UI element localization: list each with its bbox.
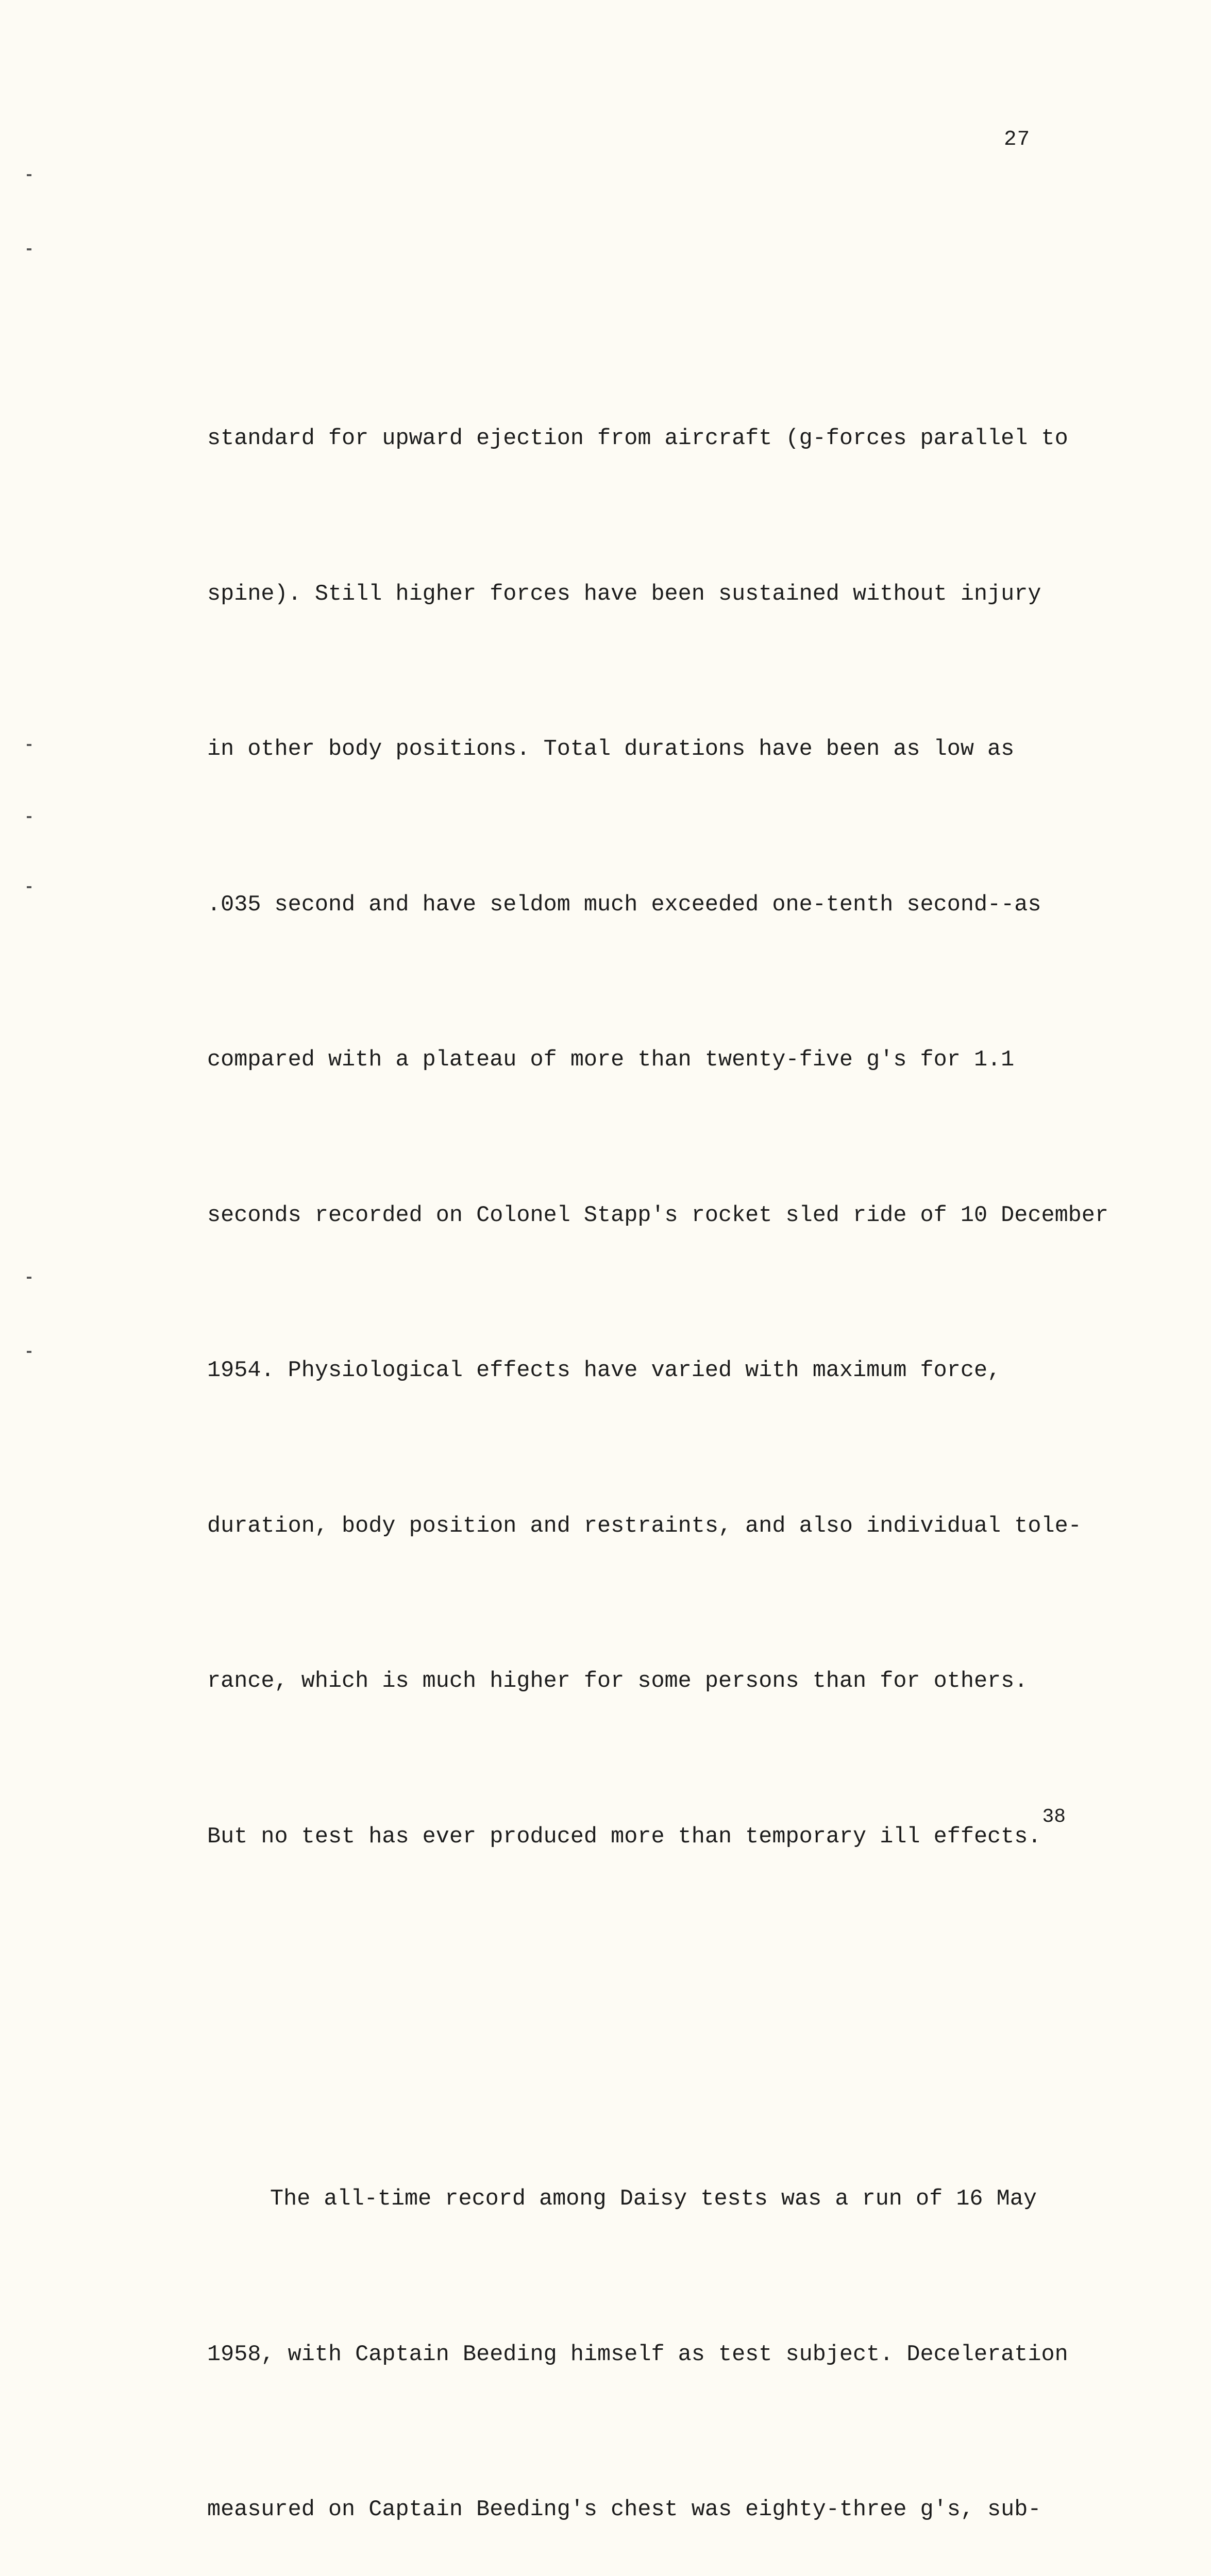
margin-mark — [27, 886, 31, 888]
text-line: But no test has ever produced more than temporary ill effects. — [207, 1824, 1041, 1850]
text-line-with-footnote — [207, 1805, 1094, 1863]
text-line: compared with a plateau of more than twenty-five g's for 1.1 — [207, 1047, 1015, 1073]
paragraph — [207, 310, 1108, 1967]
footnote-ref: 38 — [1042, 1805, 1066, 1828]
margin-mark — [27, 1277, 31, 1279]
margin-mark — [27, 248, 31, 250]
paragraph — [207, 2070, 1094, 2576]
text-line: 1958, with Captain Beeding himself as test subject. Deceleration — [207, 2342, 1068, 2367]
text-line: measured on Captain Beeding's chest was eighty-three g's, sub- — [207, 2497, 1041, 2522]
page-number: 27 — [1004, 128, 1031, 151]
margin-mark — [27, 174, 31, 176]
text-line: seconds recorded on Colonel Stapp's rocket sled ride of 10 December — [207, 1202, 1108, 1228]
margin-mark — [27, 816, 31, 818]
text-line: standard for upward ejection from aircraft (g-forces parallel to — [207, 426, 1068, 451]
text-line: 1954. Physiological effects have varied with maximum force, — [207, 1358, 1001, 1383]
text-line: rance, which is much higher for some persons than for others. — [207, 1669, 1028, 1694]
margin-mark — [27, 1351, 31, 1353]
text-line: duration, body position and restraints, and also individual tole- — [207, 1513, 1082, 1539]
body-text — [207, 206, 1108, 2576]
text-line: spine). Still higher forces have been sustained without injury — [207, 581, 1041, 607]
text-line: in other body positions. Total durations have been as low as — [207, 737, 1015, 762]
text-line: The all-time record among Daisy tests was a run of 16 May — [270, 2187, 1037, 2212]
text-line: .035 second and have seldom much exceeded one-tenth second--as — [207, 892, 1041, 918]
margin-mark — [27, 744, 31, 746]
